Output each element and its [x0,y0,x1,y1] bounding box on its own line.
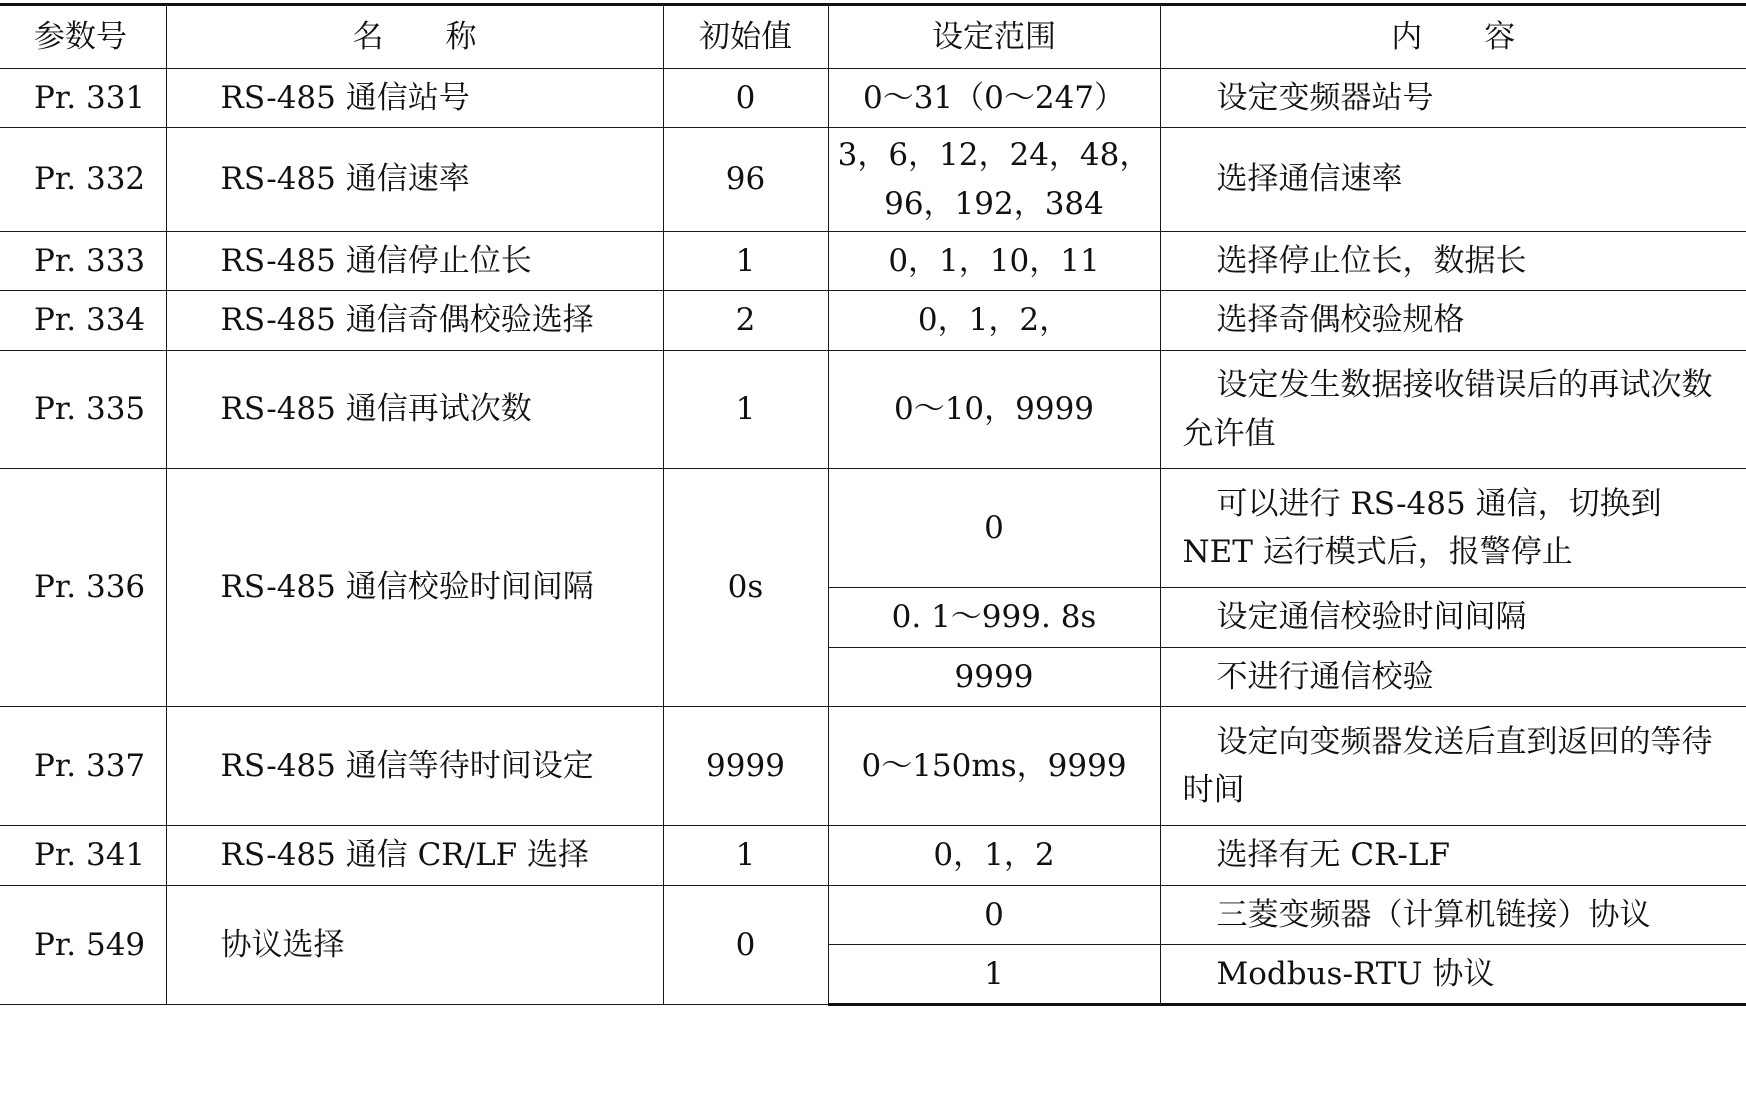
initial-cell: 2 [663,291,828,351]
initial-cell: 1 [663,232,828,291]
param-cell: Pr. 341 [0,826,166,886]
param-cell: Pr. 335 [0,351,166,469]
range-cell: 0，1，10，11 [828,232,1160,291]
content-cell: 选择奇偶校验规格 [1160,291,1746,351]
name-cell: RS-485 通信 CR/LF 选择 [166,826,663,886]
initial-cell: 0 [663,69,828,128]
range-cell: 0，1，2 [828,826,1160,886]
table-row [0,826,1746,886]
param-cell: Pr. 334 [0,291,166,351]
range-cell: 0～31（0～247） [828,69,1160,128]
range-cell: 1 [828,945,1160,1005]
initial-cell: 0s [663,469,828,707]
name-cell: RS-485 通信停止位长 [166,232,663,291]
range-line: 96，192，384 [884,185,1104,222]
param-cell: Pr. 337 [0,707,166,826]
table-row [0,232,1746,291]
name-cell: RS-485 通信站号 [166,69,663,128]
content-cell: 设定向变频器发送后直到返回的等待时间 [1160,707,1746,826]
name-cell: RS-485 通信速率 [166,128,663,232]
initial-cell: 96 [663,128,828,232]
header-range: 设定范围 [828,5,1160,69]
header-row [0,5,1746,69]
param-cell: Pr. 332 [0,128,166,232]
name-cell: RS-485 通信奇偶校验选择 [166,291,663,351]
range-cell [828,128,1160,232]
table-row [0,69,1746,128]
initial-cell: 9999 [663,707,828,826]
param-cell: Pr. 336 [0,469,166,707]
content-cell: 选择通信速率 [1160,128,1746,232]
content-cell: Modbus-RTU 协议 [1160,945,1746,1005]
parameter-table [0,3,1746,1006]
range-cell: 0～10，9999 [828,351,1160,469]
header-name: 名 称 [166,5,663,69]
header-param: 参数号 [0,5,166,69]
range-cell: 9999 [828,648,1160,707]
initial-cell: 1 [663,826,828,886]
table-row [0,707,1746,826]
table-row [0,128,1746,232]
table-row [0,469,1746,588]
param-cell: Pr. 331 [0,69,166,128]
content-cell: 设定变频器站号 [1160,69,1746,128]
content-cell: 不进行通信校验 [1160,648,1746,707]
name-cell: RS-485 通信再试次数 [166,351,663,469]
table-row [0,351,1746,469]
name-cell: RS-485 通信校验时间间隔 [166,469,663,707]
initial-cell: 1 [663,351,828,469]
table-row [0,886,1746,945]
content-cell: 可以进行 RS-485 通信，切换到 NET 运行模式后，报警停止 [1160,469,1746,588]
content-cell: 选择停止位长，数据长 [1160,232,1746,291]
range-cell: 0，1，2， [828,291,1160,351]
range-cell: 0. 1～999. 8s [828,588,1160,648]
content-cell: 选择有无 CR-LF [1160,826,1746,886]
content-cell: 设定发生数据接收错误后的再试次数允许值 [1160,351,1746,469]
initial-cell: 0 [663,886,828,1005]
header-initial: 初始值 [663,5,828,69]
content-cell: 设定通信校验时间间隔 [1160,588,1746,648]
content-cell: 三菱变频器（计算机链接）协议 [1160,886,1746,945]
name-cell: 协议选择 [166,886,663,1005]
header-content: 内 容 [1160,5,1746,69]
param-cell: Pr. 333 [0,232,166,291]
range-cell: 0～150ms，9999 [828,707,1160,826]
range-line: 3，6，12，24，48， [837,137,1151,174]
param-cell: Pr. 549 [0,886,166,1005]
table-row [0,291,1746,351]
range-cell: 0 [828,886,1160,945]
range-cell: 0 [828,469,1160,588]
name-cell: RS-485 通信等待时间设定 [166,707,663,826]
